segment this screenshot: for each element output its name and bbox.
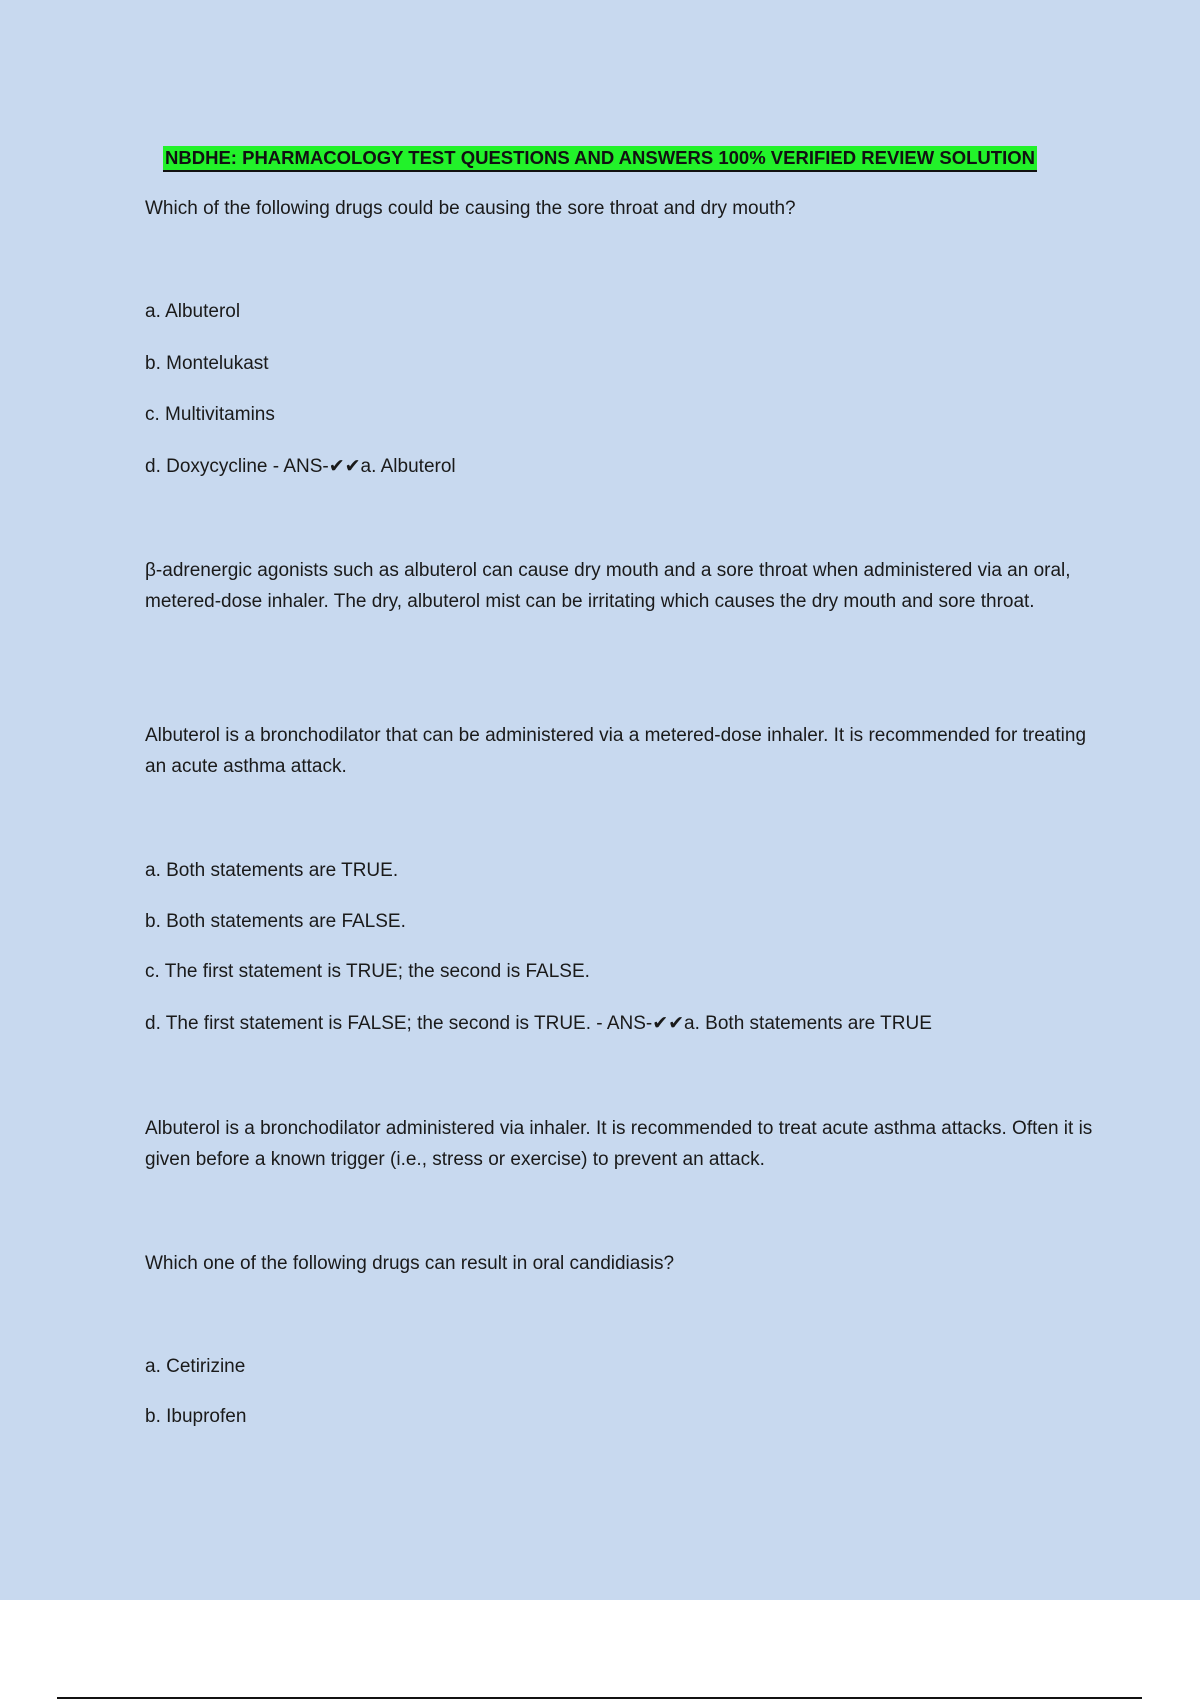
footer-rule <box>57 1697 1142 1699</box>
question-1: Which of the following drugs could be causing the sore throat and dry mouth? <box>145 198 796 219</box>
q1-option-c: c. Multivitamins <box>145 404 275 425</box>
q2-explanation: Albuterol is a bronchodilator administered via inhaler. It is recommended to treat acute asthma attacks. Often it is given before a known trigger (i.e., stress or exercise) to prevent an attack. <box>145 1118 1093 1170</box>
q2-option-a: a. Both statements are TRUE. <box>145 860 399 881</box>
document-title: NBDHE: PHARMACOLOGY TEST QUESTIONS AND ANSWERS 100% VERIFIED REVIEW SOLUTION <box>163 146 1037 172</box>
q3-option-a: a. Cetirizine <box>145 1356 246 1377</box>
question-2: Albuterol is a bronchodilator that can be administered via a metered-dose inhaler. It is recommended for treating an acute asthma attack. <box>145 725 1087 777</box>
question-3: Which one of the following drugs can result in oral candidiasis? <box>145 1253 675 1274</box>
title-container <box>0 146 1200 172</box>
q2-option-d-answer: d. The first statement is FALSE; the second is TRUE. - ANS-✔✔a. Both statements are TRUE <box>145 1013 932 1034</box>
q1-option-b: b. Montelukast <box>145 353 269 374</box>
q1-option-a: a. Albuterol <box>145 301 241 322</box>
q2-option-b: b. Both statements are FALSE. <box>145 911 406 932</box>
q1-option-d-answer: d. Doxycycline - ANS-✔✔a. Albuterol <box>145 456 456 477</box>
q3-option-b: b. Ibuprofen <box>145 1406 247 1427</box>
q2-option-c: c. The first statement is TRUE; the second is FALSE. <box>145 961 590 982</box>
q1-explanation: β-adrenergic agonists such as albuterol can cause dry mouth and a sore throat when administered via an oral, metered-dose inhaler. The dry, albuterol mist can be irritating which causes the dry mouth and sore throat. <box>145 560 1071 612</box>
